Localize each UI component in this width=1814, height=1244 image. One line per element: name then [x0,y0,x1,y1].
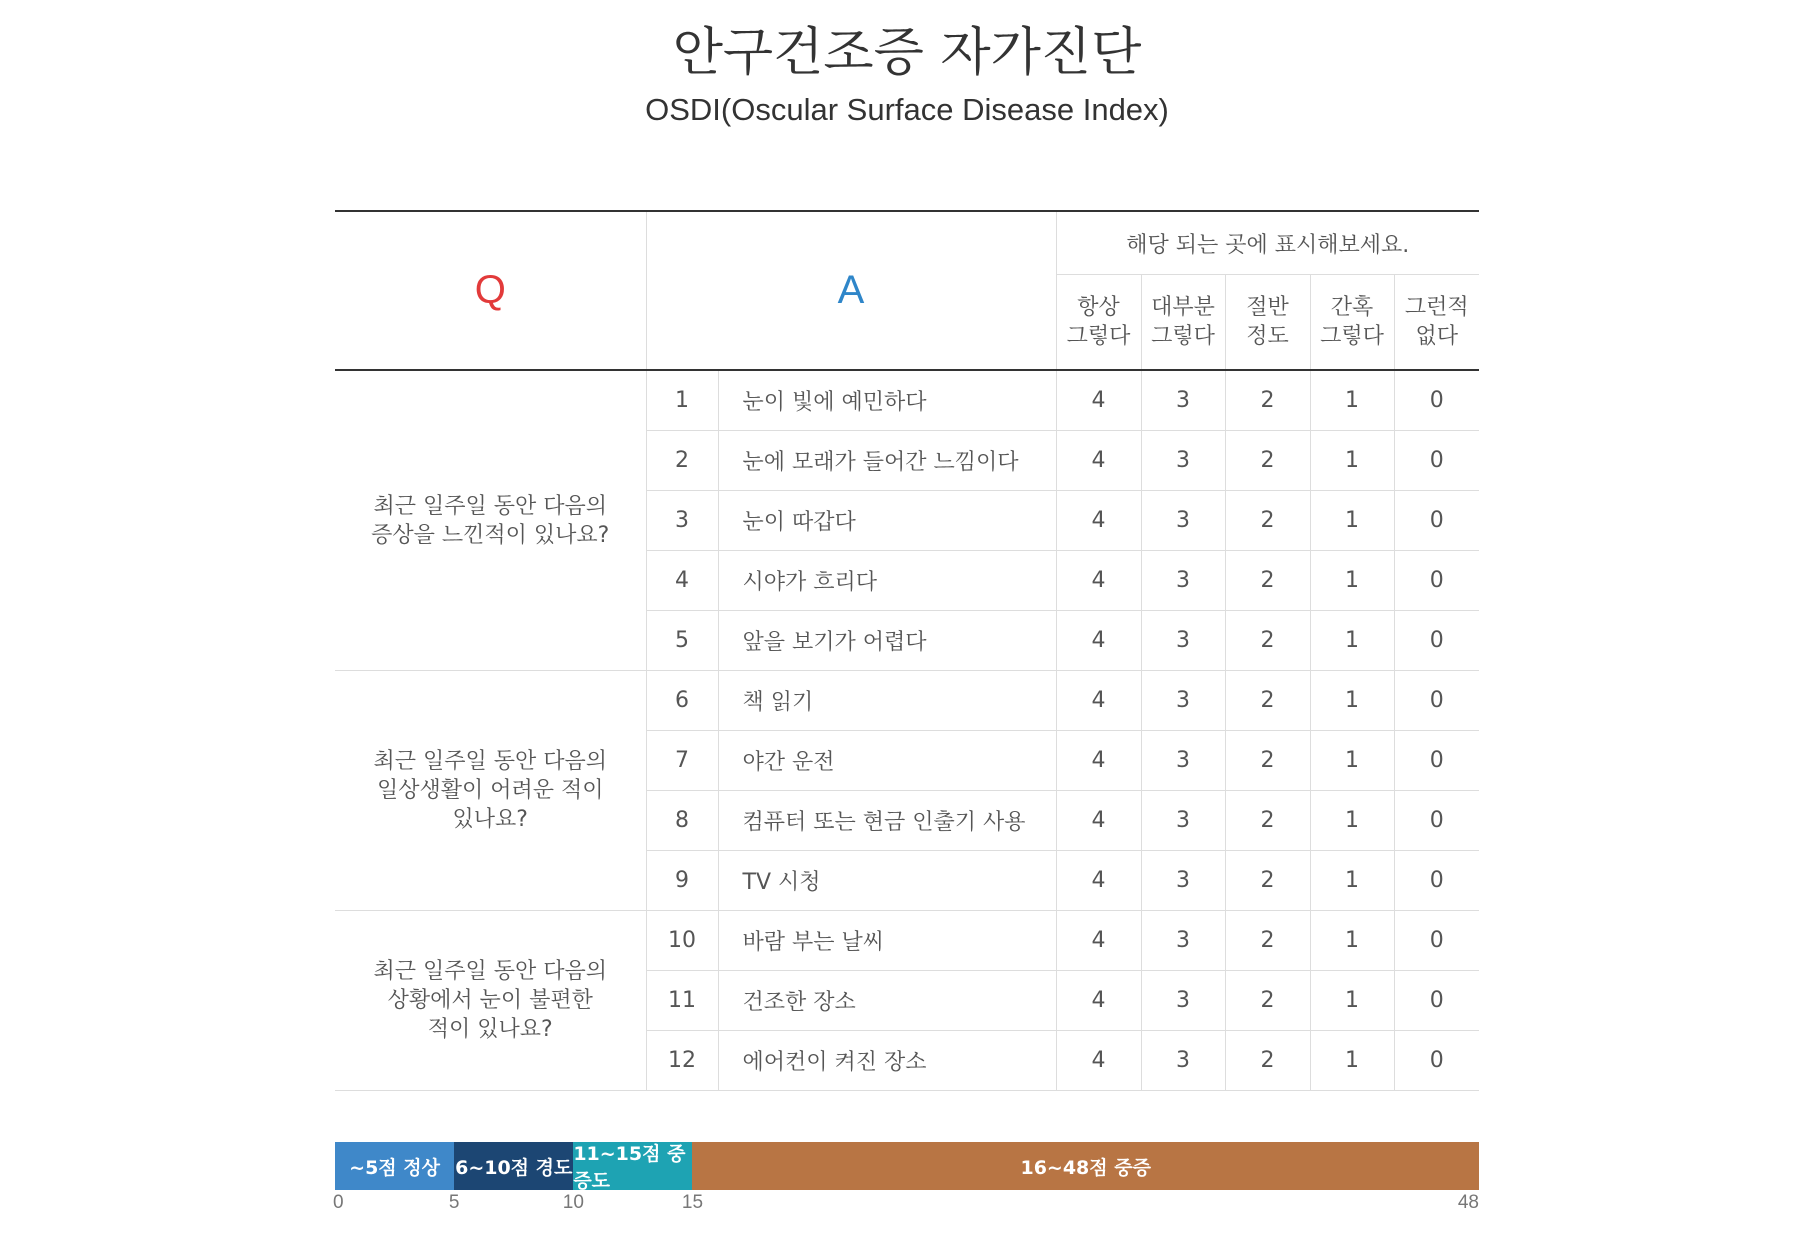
scale-tick-label: 10 [562,1192,584,1213]
score-option-2[interactable]: 3 [1141,971,1225,1031]
question-number: 11 [646,971,718,1031]
question-text: 시야가 흐리다 [718,551,1056,611]
level-header-line1: 그런적 [1404,295,1469,320]
score-option-1[interactable]: 4 [1056,491,1141,551]
score-option-5[interactable]: 0 [1394,611,1479,671]
level-header-line2: 그렇다 [1151,324,1215,349]
q-column-header: Q [335,211,646,370]
question-group-line: 있나요? [452,807,528,832]
score-option-2[interactable]: 3 [1141,431,1225,491]
level-header-1 [1056,275,1141,371]
scale-segment-3: 11~15점 중증도 [573,1142,692,1190]
scale-segment-2: 6~10점 경도 [454,1142,573,1190]
score-option-1[interactable]: 4 [1056,611,1141,671]
score-option-3[interactable]: 2 [1225,611,1310,671]
question-group-label [335,370,646,671]
score-option-3[interactable]: 2 [1225,791,1310,851]
level-header-line2: 정도 [1246,324,1289,349]
score-option-4[interactable]: 1 [1310,671,1394,731]
question-number: 9 [646,851,718,911]
score-option-1[interactable]: 4 [1056,1031,1141,1091]
question-text: 바람 부는 날씨 [718,911,1056,971]
score-option-4[interactable]: 1 [1310,791,1394,851]
score-option-1[interactable]: 4 [1056,431,1141,491]
question-group-line: 최근 일주일 동안 다음의 [373,493,607,519]
score-option-3[interactable]: 2 [1225,971,1310,1031]
question-text: 눈이 빛에 예민하다 [718,370,1056,431]
score-option-2[interactable]: 3 [1141,671,1225,731]
scale-segment-4: 16~48점 중증 [692,1142,1479,1190]
question-group-line: 최근 일주일 동안 다음의 [373,749,607,774]
scale-tick-label: 15 [681,1192,704,1213]
score-option-4[interactable]: 1 [1310,551,1394,611]
question-text: 눈이 따갑다 [718,491,1056,551]
osdi-score-scale-bar [335,1142,1479,1190]
question-number: 5 [646,611,718,671]
score-option-1[interactable]: 4 [1056,971,1141,1031]
question-row [335,671,1479,731]
score-option-2[interactable]: 3 [1141,851,1225,911]
question-text: 책 읽기 [718,671,1056,731]
score-option-1[interactable]: 4 [1056,551,1141,611]
score-option-4[interactable]: 1 [1310,731,1394,791]
score-option-4[interactable]: 1 [1310,1031,1394,1091]
question-number: 10 [646,911,718,971]
score-option-5[interactable]: 0 [1394,370,1479,431]
score-option-4[interactable]: 1 [1310,911,1394,971]
score-option-3[interactable]: 2 [1225,731,1310,791]
score-option-3[interactable]: 2 [1225,851,1310,911]
level-header-4 [1310,275,1394,371]
score-option-5[interactable]: 0 [1394,731,1479,791]
score-option-1[interactable]: 4 [1056,671,1141,731]
score-option-2[interactable]: 3 [1141,551,1225,611]
score-option-2[interactable]: 3 [1141,370,1225,431]
score-option-5[interactable]: 0 [1394,551,1479,611]
question-row [335,911,1479,971]
score-option-2[interactable]: 3 [1141,911,1225,971]
score-option-1[interactable]: 4 [1056,731,1141,791]
score-option-4[interactable]: 1 [1310,971,1394,1031]
level-header-3 [1225,275,1310,371]
score-option-3[interactable]: 2 [1225,671,1310,731]
score-option-1[interactable]: 4 [1056,791,1141,851]
score-option-2[interactable]: 3 [1141,731,1225,791]
score-option-3[interactable]: 2 [1225,491,1310,551]
question-group-line: 최근 일주일 동안 다음의 [373,959,607,984]
question-text: 눈에 모래가 들어간 느낌이다 [718,431,1056,491]
page-subtitle: OSDI(Oscular Surface Disease Index) [645,92,1169,127]
scale-tick-label: 48 [1457,1192,1479,1213]
question-number: 12 [646,1031,718,1091]
question-text: 야간 운전 [718,731,1056,791]
score-option-1[interactable]: 4 [1056,911,1141,971]
question-text: 에어컨이 켜진 장소 [718,1031,1056,1091]
score-option-4[interactable]: 1 [1310,851,1394,911]
osdi-score-scale-ticks [335,1192,1479,1216]
question-group-label [335,911,646,1091]
score-option-3[interactable]: 2 [1225,431,1310,491]
level-header-2 [1141,275,1225,371]
question-text: 건조한 장소 [718,971,1056,1031]
score-option-3[interactable]: 2 [1225,1031,1310,1091]
question-group-line: 적이 있나요? [427,1017,553,1042]
question-number: 1 [646,370,718,431]
level-header-line1: 간혹 [1330,295,1374,320]
question-number: 2 [646,431,718,491]
scale-tick-label: 5 [448,1192,460,1213]
score-option-5[interactable]: 0 [1394,671,1479,731]
level-header-line2: 없다 [1415,324,1459,349]
score-option-3[interactable]: 2 [1225,370,1310,431]
question-number: 7 [646,731,718,791]
scale-tick-label: 0 [333,1192,344,1213]
score-option-5[interactable]: 0 [1394,971,1479,1031]
question-text: 컴퓨터 또는 현금 인출기 사용 [718,791,1056,851]
scale-segment-1: ~5점 정상 [335,1142,454,1190]
score-option-5[interactable]: 0 [1394,851,1479,911]
level-header-line2: 그렇다 [1320,324,1384,349]
question-text: 앞을 보기가 어렵다 [718,611,1056,671]
instruction-header: 해당 되는 곳에 표시해보세요. [1056,211,1479,275]
score-option-2[interactable]: 3 [1141,1031,1225,1091]
score-option-4[interactable]: 1 [1310,611,1394,671]
osdi-table [335,210,1479,1091]
score-option-1[interactable]: 4 [1056,851,1141,911]
score-option-3[interactable]: 2 [1225,911,1310,971]
page-title: 안구건조증 자가진단 [672,23,1142,83]
score-option-1[interactable]: 4 [1056,370,1141,431]
score-option-4[interactable]: 1 [1310,431,1394,491]
level-header-line1: 절반 [1246,295,1289,320]
question-number: 3 [646,491,718,551]
level-header-5 [1394,275,1479,371]
score-option-5[interactable]: 0 [1394,491,1479,551]
score-option-5[interactable]: 0 [1394,791,1479,851]
level-header-line2: 그렇다 [1066,324,1131,349]
score-option-3[interactable]: 2 [1225,551,1310,611]
a-column-header: A [646,211,1056,370]
question-row [335,370,1479,431]
question-number: 8 [646,791,718,851]
question-number: 4 [646,551,718,611]
question-group-line: 상황에서 눈이 불편한 [387,988,593,1013]
score-option-5[interactable]: 0 [1394,911,1479,971]
level-header-line1: 항상 [1077,295,1120,320]
question-text: TV 시청 [718,851,1056,911]
score-option-5[interactable]: 0 [1394,431,1479,491]
level-header-line1: 대부분 [1151,295,1215,320]
question-number: 6 [646,671,718,731]
score-option-4[interactable]: 1 [1310,491,1394,551]
score-option-4[interactable]: 1 [1310,370,1394,431]
question-group-line: 일상생활이 어려운 적이 [376,778,604,803]
question-group-line: 증상을 느낀적이 있나요? [371,522,610,548]
score-option-5[interactable]: 0 [1394,1031,1479,1091]
score-option-2[interactable]: 3 [1141,611,1225,671]
question-group-label [335,671,646,911]
score-option-2[interactable]: 3 [1141,791,1225,851]
score-option-2[interactable]: 3 [1141,491,1225,551]
